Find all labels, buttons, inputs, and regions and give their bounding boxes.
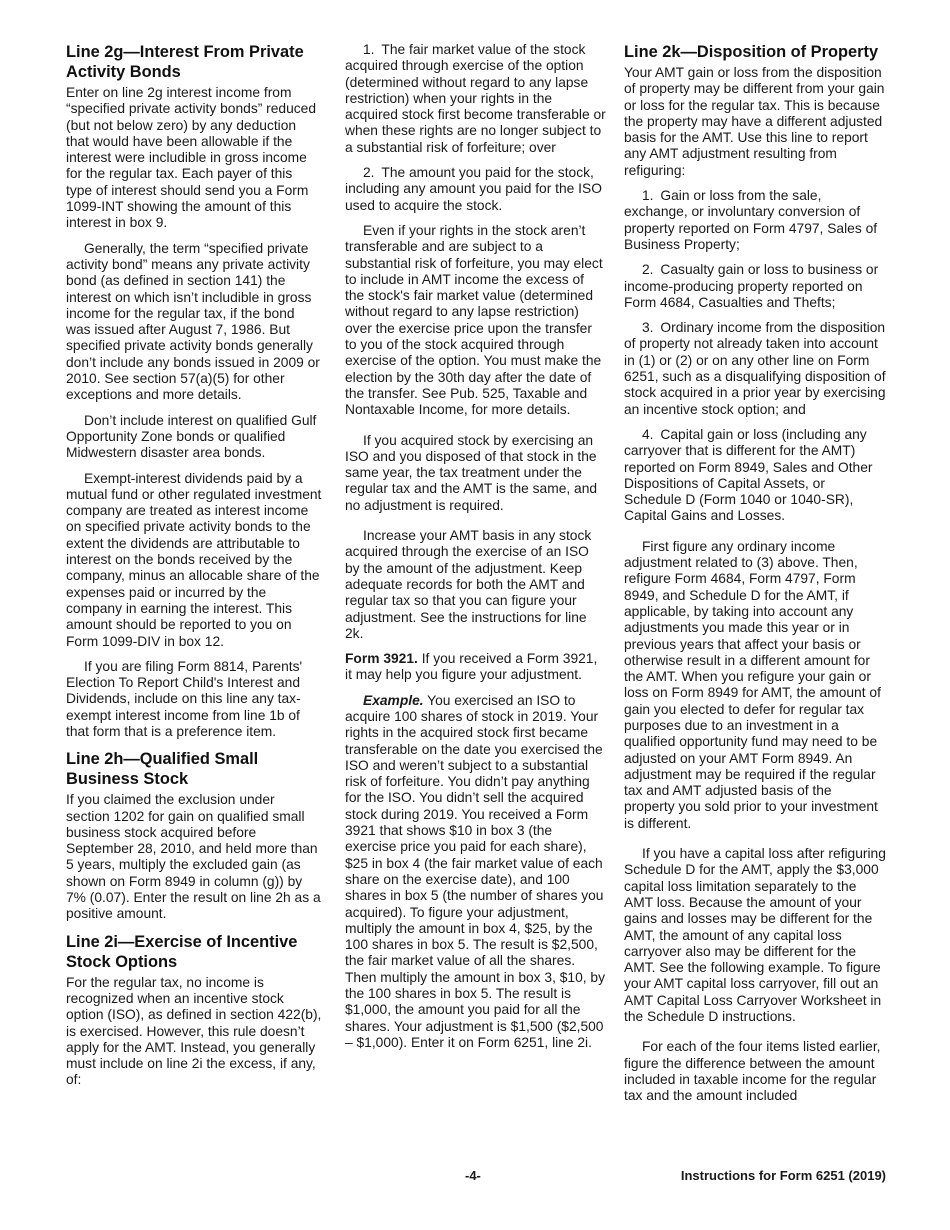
heading-line-2k: Line 2k—Disposition of Property: [624, 43, 879, 61]
page-number: -4-: [465, 1168, 481, 1183]
paragraph: If you acquired stock by exercising an ISO and you disposed of that stock in the same year, the tax treatment under the regular tax and the AMT is the same, and no adjustment is required.: [345, 432, 598, 513]
example-lead: Example.: [363, 692, 424, 708]
list-item: 2. The amount you paid for the stock, including any amount you paid for the ISO used to acquire the stock.: [345, 165, 602, 213]
paragraph: If you are filing Form 8814, Parents' Election To Report Child's Interest and Dividends, include on this line any tax-exempt interest income from line 1b of that form that is a preference item.: [66, 658, 303, 739]
list-item: 4. Capital gain or loss (including any carryover that is different for the AMT) reported on Form 8949, Sales and Other Dispositions of Capital Assets, or Schedule D (Form 1040 or 1040-SR), Capital Gains and Losses.: [624, 426, 873, 524]
form-3921-lead: Form 3921.: [345, 651, 418, 667]
paragraph: If you claimed the exclusion under section 1202 for gain on qualified small business stock acquired before September 28, 2010, and held more than 5 years, multiply the excluded gain (as shown on Form 8949 in column (g)) by 7% (0.07). Enter the result on line 2h as a positive amount.: [66, 792, 321, 922]
form-3921-paragraph: [345, 651, 607, 684]
column-middle: [345, 42, 607, 1060]
paragraph: For the regular tax, no income is recognized when an incentive stock option (ISO), as defined in section 422(b), is exercised. However, this rule doesn’t apply for the AMT. Instead, you generally must include on line 2i the excess, if any, of:: [66, 974, 322, 1088]
heading-line-2i: Line 2i—Exercise of Incentive Stock Options: [66, 932, 298, 971]
column-right: [624, 42, 886, 1114]
paragraph: Increase your AMT basis in any stock acquired through the exercise of an ISO by the amount of the adjustment. Keep adequate records for both the AMT and regular tax so that you can figure your adjustment. See the instructions for line 2k.: [345, 528, 592, 641]
paragraph: If you have a capital loss after refiguring Schedule D for the AMT, apply the $3,000 capital loss limitation separately to the AMT loss. Because the amount of your gains and losses may be different for the AMT, the amount of any capital loss carryover also may be different for the AMT. See the following example. To figure your AMT capital loss carryover, fill out an AMT Capital Loss Carryover Worksheet in the Schedule D instructions.: [624, 846, 886, 1025]
form-title: Instructions for Form 6251 (2019): [680, 1168, 886, 1183]
heading-line-2h: Line 2h—Qualified Small Business Stock: [66, 750, 259, 789]
paragraph: First figure any ordinary income adjustment related to (3) above. Then, refigure Form 4684, Form 4797, Form 8949, and Schedule D for the AMT, if applicable, by taking into account any adjustments you made this year or in previous years that affect your basis or otherwise result in a different amount for the AMT. When you refigure your gain or loss on Form 8949 for AMT, the amount of gain you elected to defer for regular tax purposes due to an investment in a qualified opportunity fund may need to be adjusted on your AMT Form 8949. An adjustment may be required if the regular tax and AMT adjusted basis of the property you sold prior to your investment is different.: [624, 538, 881, 831]
list-item: 1. The fair market value of the stock acquired through exercise of the option (determined without regard to any lapse restriction) when your rights in the acquired stock first become transferable or when these rights are no longer subject to a substantial risk of forfeiture; over: [345, 42, 606, 155]
column-left: [66, 42, 322, 1098]
paragraph: Generally, the term “specified private activity bond” means any private activity bond (as defined in section 141) the interest on which isn’t includible in gross income for the regular tax, if the bond was issued after August 7, 1986. But specified private activity bonds generally don’t include any bonds issued in 2009 or 2010. See section 57(a)(5) for other exceptions and more details.: [66, 240, 320, 403]
paragraph: Enter on line 2g interest income from “specified private activity bonds” reduced (but not below zero) by any deduction that would have been allowable if the interest were includible in gross income for the regular tax. Each payer of this type of interest should send you a Form 1099-INT showing the amount of this interest in box 9.: [66, 85, 317, 231]
form-3921-text: If you received a Form 3921, it may help you figure your adjustment.: [345, 651, 598, 683]
list-item: 2. Casualty gain or loss to business or income-producing property reported on Form 4684, Casualties and Thefts;: [624, 262, 879, 310]
heading-line-2g: Line 2g—Interest From Private Activity Bonds: [66, 43, 304, 81]
list-item: 3. Ordinary income from the disposition of property not already taken into account in (1) or (2) or on any other line on Form 6251, such as a disqualifying disposition of stock acquired in a prior year by exercising an incentive stock option; and: [624, 320, 886, 417]
list-item: 1. Gain or loss from the sale, exchange, or involuntary conversion of property reported on Form 4797, Sales of Business Property;: [624, 188, 878, 252]
page-footer: [66, 1168, 886, 1186]
paragraph: Exempt-interest dividends paid by a mutual fund or other regulated investment company are treated as interest income on specified private activity bonds to the extent the dividends are attributable to interest on the bonds received by the company, minus an allocable share of the expenses paid or incurred by the company in earning the interest. This amount should be reported to you on Form 1099-DIV in box 12.: [66, 470, 322, 649]
example-paragraph: [345, 693, 607, 1052]
paragraph: Don’t include interest on qualified Gulf Opportunity Zone bonds or qualified Midwestern disaster area bonds.: [66, 412, 317, 461]
example-text: You exercised an ISO to acquire 100 shares of stock in 2019. Your rights in the acquired stock first became transferable on the date you exercised the ISO and weren’t subject to a substantial risk of forfeiture. You didn’t pay anything for the ISO. You didn’t sell the acquired stock during 2019. You received a Form 3921 that shows $10 in box 3 (the exercise price you paid for each share), $25 in box 4 (the fair market value of each share on the exercise date), and 100 shares in box 5 (the number of shares you acquired). To figure your adjustment, multiply the amount in box 4, $25, by the 100 shares in box 5. The result is $2,500, the fair market value of all the shares. Then multiply the amount in box 3, $10, by the 100 shares in box 5. The result is $1,000, the amount you paid for all the shares. Your adjustment is $1,500 ($2,500 – $1,000). Enter it on Form 6251, line 2i.: [345, 692, 605, 1050]
paragraph: For each of the four items listed earlier, figure the difference between the amount included in taxable income for the regular tax and the amount included: [624, 1039, 881, 1104]
paragraph: Your AMT gain or loss from the disposition of property may be different from your gain or loss for the regular tax. This is because the property may have a different adjusted basis for the AMT. Use this line to report any AMT adjustment resulting from refiguring:: [624, 65, 885, 178]
paragraph: Even if your rights in the stock aren’t transferable and are subject to a substantial risk of forfeiture, you may elect to include in AMT income the excess of the stock's fair market value (determined without regard to any lapse restriction) over the exercise price upon the transfer to you of the stock acquired through exercise of the option. You must make the election by the 30th day after the date of the transfer. See Pub. 525, Taxable and Nontaxable Income, for more details.: [345, 222, 603, 418]
